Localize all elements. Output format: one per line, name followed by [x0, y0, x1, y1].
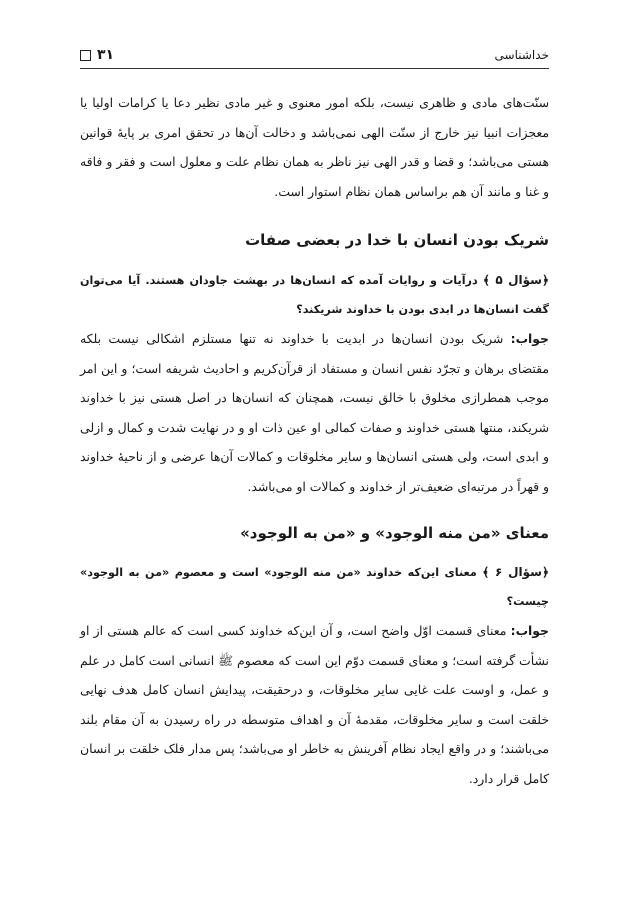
page-number: ۳۱: [97, 47, 115, 63]
header-rule: [80, 68, 549, 69]
question-text: معنای این‌که خداوند «من منه الوجود» است و معصوم «من به الوجود» چیست؟: [80, 566, 549, 608]
question-5: [80, 266, 549, 324]
section-heading-1: شریک بودن انسان با خدا در بعضی صفات: [245, 231, 549, 249]
answer-label: جواب:: [510, 331, 549, 346]
answer-text: معنای قسمت اوّل واضح است، و آن این‌که خداوند کسی است که عالم هستی از او نشأت گرفته است؛ و معنای قسمت دوّم این است که معصوم ﷺ انسانی است کامل در علم و عمل، و اوست علت غایی سایر مخلوقات، و درحقیقت، پیدایش انسان کامل هدف نهایی خلقت است و سایر مخلوقات، مقدمهٔ آن و اهداف متوسطه در راه رسیدن به آن مقام بلند می‌باشند؛ و در واقع ایجاد نظام آفرینش به خاطر او می‌باشد؛ پس مدار فلک خلقت بر انسان کامل قرار دارد.: [80, 623, 549, 786]
running-header: [80, 44, 549, 66]
question-6: [80, 558, 549, 616]
square-ornament-icon: [80, 50, 91, 61]
question-text: درآیات و روایات آمده که انسان‌ها در بهشت جاودان هستند. آیا می‌توان گفت انسان‌ها در ابدی بودن با خداوند شریکند؟: [80, 274, 549, 316]
answer-5: [80, 324, 549, 501]
chapter-title: خداشناسی: [494, 48, 549, 62]
page-body: [80, 88, 549, 793]
intro-paragraph: سنّت‌های مادی و ظاهری نیست، بلکه امور معنوی و غیر مادی نظیر دعا یا کرامات اولیا یا معجزات انبیا نیز خارج از سنّت الهی نمی‌باشد و دخالت آن‌ها در تحقق امری بر پایهٔ قوانین هستی می‌باشد؛ و قضا و قدر الهی نیز ناظر به همان نظام علت و معلول است و فقر و فاقه و غنا و مانند آن هم براساس همان نظام استوار است.: [80, 95, 549, 199]
answer-text: شریک بودن انسان‌ها در ابدیت با خداوند نه تنها مستلزم اشکالی نیست بلکه مقتضای برهان و تجرّد نفس انسان و مستفاد از قرآن‌کریم و احادیث شریفه است؛ و این امر موجب همطرازی مخلوق با خالق نیست، همچنان که انسان‌ها در اصل هستی نیز با خداوند شریکند، منتها هستی خداوند و صفات کمالی او عین ذات او و در نهایت شدت و کمال و ازلی و ابدی است، ولی هستی انسان‌ها و سایر مخلوقات و کمالات آن‌ها عرضی و از ناحیهٔ خداوند و قهراً در مرتبه‌ای ضعیف‌تر از خداوند و کمالات او می‌باشد.: [80, 331, 549, 494]
answer-6: [80, 616, 549, 793]
question-label: ﴿سؤال ۵ ﴾: [482, 273, 549, 287]
question-label: ﴿سؤال ۶ ﴾: [482, 565, 549, 579]
answer-label: جواب:: [510, 623, 549, 638]
page-number-block: [80, 47, 114, 63]
section-heading-2: معنای «من منه الوجود» و «من به الوجود»: [240, 524, 549, 542]
